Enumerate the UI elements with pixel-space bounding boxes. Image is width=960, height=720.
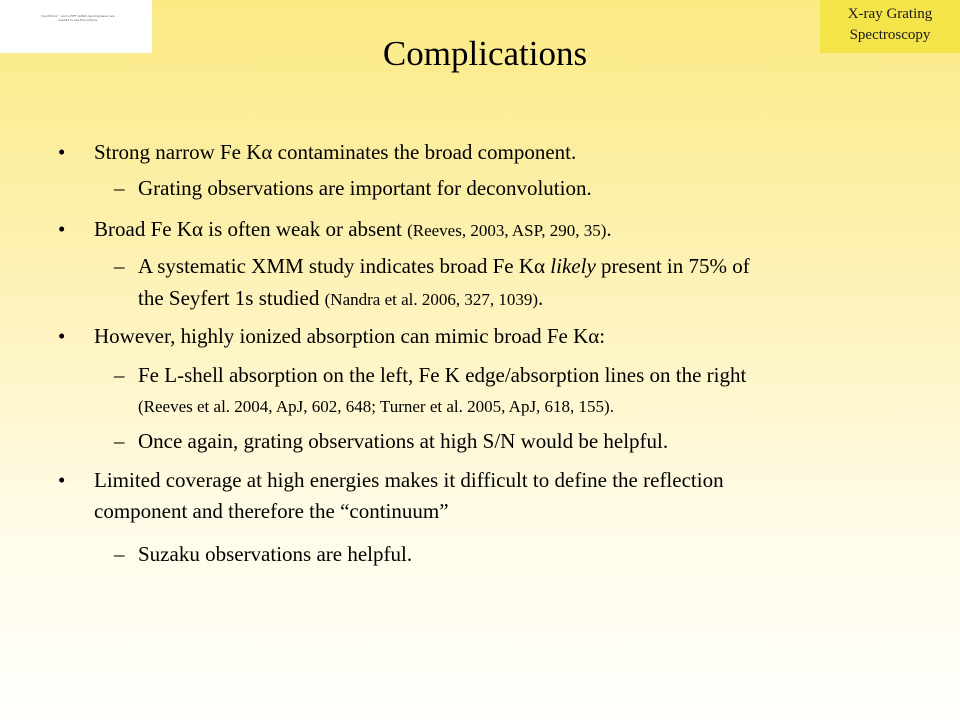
bullet-narrow-fe: Strong narrow Fe Kα contaminates the broad component. [94,140,577,164]
citation: (Reeves et al. 2004, ApJ, 602, 648; Turner et al. 2005, ApJ, 618, 155). [138,397,614,416]
bullet-tail: . [606,217,612,241]
sub-bullet-xmm-study-line1 [138,252,750,280]
sub-bullet-grating-deconvolution: Grating observations are important for deconvolution. [138,176,592,200]
bullet-marker: • [58,324,66,348]
bullet-ionized-absorption: However, highly ionized absorption can mimic broad Fe Kα: [94,324,606,348]
sub-bullet-text: present in 75% of [595,254,750,278]
bullet-marker: • [58,217,66,241]
section-tag-line2: Spectroscopy [849,27,931,43]
bullet-marker: • [58,468,66,492]
bullet-marker: • [58,140,66,164]
citation: (Reeves, 2003, ASP, 290, 35) [407,221,607,240]
quicktime-notice: QuickTime™ and a TIFF (LZW) decompressor are needed to see this picture. [41,14,115,22]
bullet-broad-fe-weak [94,215,612,245]
dash-marker: – [114,254,125,278]
sub-bullet-suzaku: Suzaku observations are helpful. [138,542,413,566]
section-tag-line1: X-ray Grating [847,6,933,22]
slide-title: Complications [382,34,588,73]
dash-marker: – [114,429,125,453]
bullet-text: Broad Fe Kα is often weak or absent [94,217,408,241]
sub-bullet-text: the Seyfert 1s studied [138,286,325,310]
emphasis-text: likely [550,254,596,278]
citation: (Nandra et al. 2006, 327, 1039) [324,290,539,309]
dash-marker: – [114,176,125,200]
sub-bullet-grating-high-sn: Once again, grating observations at high S/N would be helpful. [138,429,669,453]
dash-marker: – [114,363,125,387]
sub-bullet-text: A systematic XMM study indicates broad Fe Kα [138,254,551,278]
sub-bullet-tail: . [538,286,544,310]
sub-bullet-fe-l-shell: Fe L-shell absorption on the left, Fe K edge/absorption lines on the right [138,363,747,387]
bullet-limited-coverage-line2: component and therefore the “continuum” [94,499,449,523]
sub-bullet-xmm-study-line2 [138,284,543,314]
dash-marker: – [114,542,125,566]
bullet-limited-coverage-line1: Limited coverage at high energies makes it difficult to define the reflection [94,468,724,492]
